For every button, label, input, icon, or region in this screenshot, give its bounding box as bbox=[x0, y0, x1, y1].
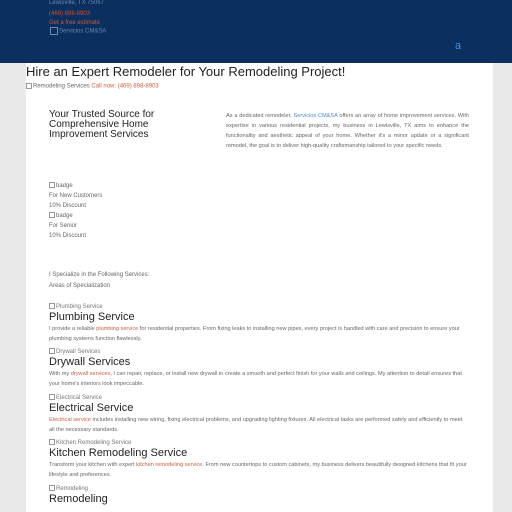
service-description bbox=[49, 370, 469, 390]
service-drywall bbox=[49, 348, 469, 390]
service-title: Kitchen Remodeling Service bbox=[49, 447, 188, 459]
desc-text: , I can repair, replace, or install new drywall to create a smooth and perfect finish for your walls and ceilings. My attention to detail ensures that your home's interiors look impeccable. bbox=[49, 371, 462, 387]
broken-image-icon bbox=[26, 83, 32, 89]
badge-alt-text: badge bbox=[56, 183, 73, 189]
broken-image-icon bbox=[49, 394, 55, 400]
desc-text: . From new countertops to custom cabinets, my business delivers beautifully designed kitchens that fit your lifestyle and preferences. bbox=[49, 462, 467, 478]
badge-line: For New Customers bbox=[49, 193, 103, 199]
badge-line: For Senior bbox=[49, 223, 78, 229]
badge-alt-text: badge bbox=[56, 213, 73, 219]
page-title: Hire an Expert Remodeler for Your Remodeling Project! bbox=[26, 64, 346, 79]
desc-text: for residential properties. From fixing leaks to installing new pipes, every project is handled with care and precision to ensure your plumbing systems function flawlessly. bbox=[49, 326, 460, 342]
badge-image bbox=[49, 181, 102, 191]
areas-line: Areas of Specialization bbox=[49, 283, 111, 289]
header-phone-link[interactable]: (469) 898-8903 bbox=[49, 11, 91, 17]
call-now-link[interactable]: Call now: (469) 898-8903 bbox=[91, 83, 159, 90]
service-description bbox=[49, 325, 469, 345]
service-image bbox=[49, 439, 469, 447]
service-title: Remodeling bbox=[49, 493, 108, 505]
site-logo[interactable] bbox=[50, 27, 106, 35]
service-kitchen bbox=[49, 439, 469, 481]
broken-image-icon bbox=[49, 212, 55, 218]
desc-text: With my bbox=[49, 371, 71, 377]
intro-text-end: offers an array of home improvement services. With expertise in various residential projects, my business in Lewisville, TX aims to enhance the functionality and aesthetic appeal of your home. Whether it's a minor update or a significant remodel, the goal is to deliver high-quality craftsmanship tailored to your specific needs. bbox=[226, 113, 469, 149]
banner-alt-text: Remodeling Services bbox=[33, 83, 90, 90]
service-image-alt: Remodeling bbox=[56, 486, 89, 492]
header-address: Lewisville, TX 75067 bbox=[49, 0, 104, 6]
service-title: Electrical Service bbox=[49, 402, 134, 414]
specialization-intro bbox=[49, 270, 149, 292]
service-description bbox=[49, 416, 469, 436]
service-link[interactable]: drywall services bbox=[70, 371, 111, 377]
badge-line: 10% Discount bbox=[49, 203, 87, 209]
intro-paragraph bbox=[226, 111, 469, 151]
service-remodeling bbox=[49, 485, 469, 506]
service-link[interactable]: kitchen remodeling service bbox=[136, 462, 203, 468]
service-title: Plumbing Service bbox=[49, 311, 135, 323]
broken-image-icon bbox=[49, 182, 55, 188]
banner-line bbox=[26, 83, 159, 90]
header-estimate-link[interactable]: Get a free estimate bbox=[49, 20, 101, 26]
badge-image bbox=[49, 211, 102, 221]
menu-toggle-button[interactable]: a bbox=[455, 40, 462, 52]
service-plumbing bbox=[49, 303, 469, 345]
service-electrical bbox=[49, 394, 469, 436]
service-image bbox=[49, 394, 469, 402]
service-image bbox=[49, 303, 469, 311]
site-header bbox=[0, 0, 512, 63]
desc-text: includes installing new wiring, fixing electrical problems, and upgrading lighting fixtures. All electrical tasks are performed safely and efficiently to meet all the necessary standards. bbox=[49, 417, 463, 433]
logo-alt-text: Servicios CM&SA bbox=[59, 28, 107, 35]
broken-image-icon bbox=[50, 27, 58, 35]
company-link[interactable]: Servicios CM&SA bbox=[293, 113, 338, 119]
broken-image-icon bbox=[49, 303, 55, 309]
service-image-alt: Kitchen Remodeling Service bbox=[56, 440, 132, 446]
service-image-alt: Plumbing Service bbox=[56, 304, 103, 310]
specialize-line: I Specialize in the Following Services: bbox=[49, 272, 150, 278]
broken-image-icon bbox=[49, 348, 55, 354]
main-content bbox=[26, 63, 493, 512]
service-image bbox=[49, 485, 469, 493]
service-link[interactable]: plumbing service bbox=[96, 326, 139, 332]
service-link[interactable]: Electrical service bbox=[49, 417, 91, 423]
desc-text: Transform your kitchen with expert bbox=[49, 462, 137, 468]
intro-text-start: As a dedicated remodeler, bbox=[226, 113, 294, 119]
badge-line: 10% Discount bbox=[49, 233, 87, 239]
service-description bbox=[49, 461, 469, 481]
broken-image-icon bbox=[49, 439, 55, 445]
broken-image-icon bbox=[49, 485, 55, 491]
service-image-alt: Electrical Service bbox=[56, 395, 103, 401]
service-title: Drywall Services bbox=[49, 356, 131, 368]
desc-text: I provide a reliable bbox=[49, 326, 97, 332]
service-image bbox=[49, 348, 469, 356]
service-image-alt: Drywall Services bbox=[56, 349, 101, 355]
discount-badges bbox=[49, 181, 102, 241]
section-heading: Your Trusted Source for Comprehensive Home Improvement Services bbox=[49, 109, 155, 140]
